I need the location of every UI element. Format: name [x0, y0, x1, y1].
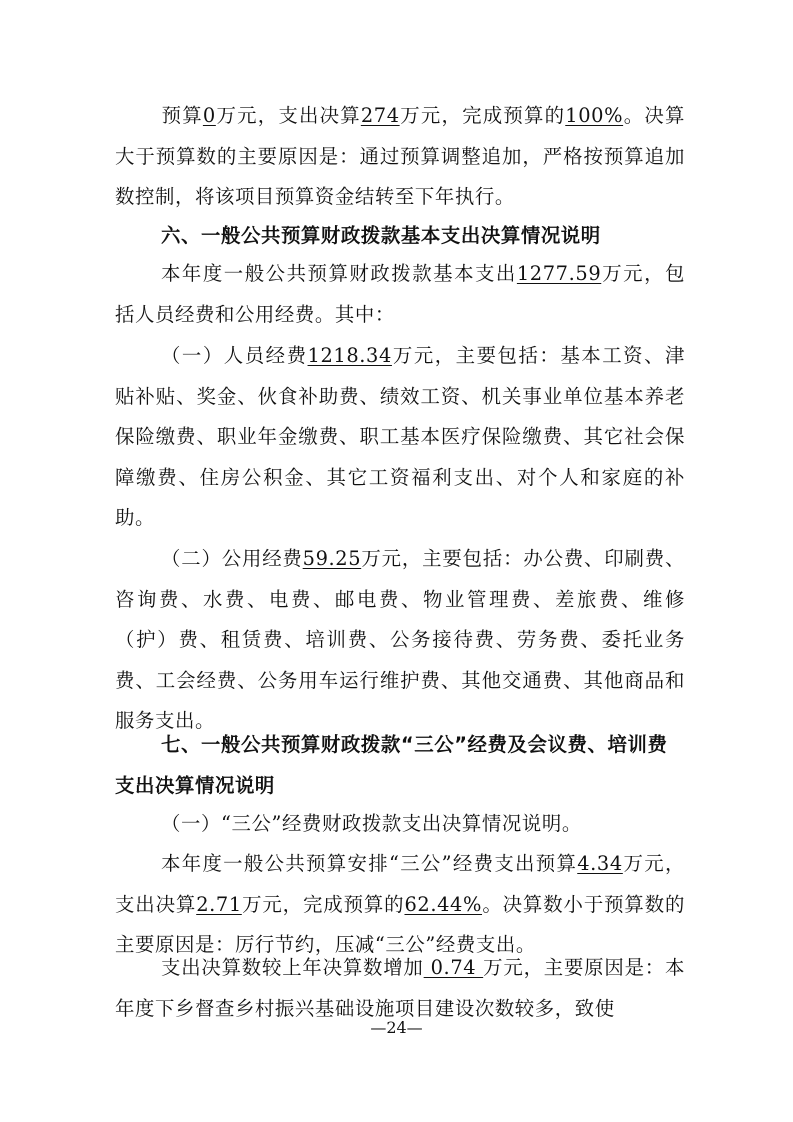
paragraph-basic-expenditure [115, 254, 685, 335]
text: 万元，主要包括：基本工资、津贴补贴、奖金、伙食补助费、绩效工资、机关事业单位基本养老保险缴费、职业年金缴费、职工基本医疗保险缴费、其它社会保障缴费、住房公积金、其它工资福利支出、对个人和家庭的补助。 [115, 344, 686, 529]
paragraph-year-over-year [115, 948, 685, 1029]
section-heading-7 [115, 725, 685, 806]
text: 预算 [161, 104, 203, 127]
increase-value: 0.74 [423, 956, 484, 979]
heading-text: 七、一般公共预算财政拨款“三公”经费及会议费、培训费支出决算情况说明 [115, 733, 668, 797]
text: （一）“三公”经费财政拨款支出决算情况说明。 [161, 812, 582, 835]
text: （一）人员经费 [161, 344, 308, 367]
text: 万元，包括人员经费和公用经费。其中： [115, 262, 685, 326]
basic-expenditure-value: 1277.59 [516, 262, 602, 285]
section-heading-6 [115, 216, 685, 257]
text: 万元，完成预算的 [399, 104, 566, 127]
budget-value: 0 [202, 104, 216, 127]
paragraph-three-public-heading [115, 804, 685, 845]
three-public-final-value: 2.71 [196, 892, 242, 916]
completion-rate: 100% [565, 104, 624, 127]
text: 。决算数小于预算数的主要原因是：厉行节约，压减“三公”经费支出。 [115, 892, 686, 956]
text: 。决算大于预算数的主要原因是：通过预算调整追加，严格按预算追加数控制，将该项目预算资金结转至下年执行。 [115, 104, 685, 208]
personnel-expenses-value: 1218.34 [307, 344, 392, 367]
text: 万元，支出决算 [115, 852, 685, 916]
text: 万元，主要包括：办公费、印刷费、咨询费、水费、电费、邮电费、物业管理费、差旅费、维修（护）费、租赁费、培训费、公务接待费、劳务费、委托业务费、工会经费、公务用车运行维护费、其他交通费、其他商品和服务支出。 [115, 547, 685, 732]
text: 万元，完成预算的 [241, 892, 405, 916]
three-public-rate: 62.44% [404, 892, 483, 916]
text: 万元，主要原因是：本年度下乡督查乡村振兴基础设施项目建设次数较多，致使 [115, 956, 685, 1020]
text: 支出决算数较上年决算数增加 [161, 956, 424, 979]
text: 万元，支出决算 [215, 104, 361, 127]
heading-text: 六、一般公共预算财政拨款基本支出决算情况说明 [161, 224, 601, 247]
text: （二）公用经费 [161, 547, 303, 570]
paragraph-personnel-expenses [115, 336, 685, 539]
three-public-budget-value: 4.34 [577, 852, 623, 875]
text: 本年度一般公共预算财政拨款基本支出 [161, 262, 517, 285]
text: 本年度一般公共预算安排“三公”经费支出预算 [161, 852, 578, 875]
paragraph-public-expenses [115, 539, 685, 742]
public-expenses-value: 59.25 [302, 547, 362, 570]
final-account-value: 274 [360, 104, 400, 127]
paragraph-budget-result [115, 96, 685, 218]
page-number: —24— [370, 1018, 423, 1037]
